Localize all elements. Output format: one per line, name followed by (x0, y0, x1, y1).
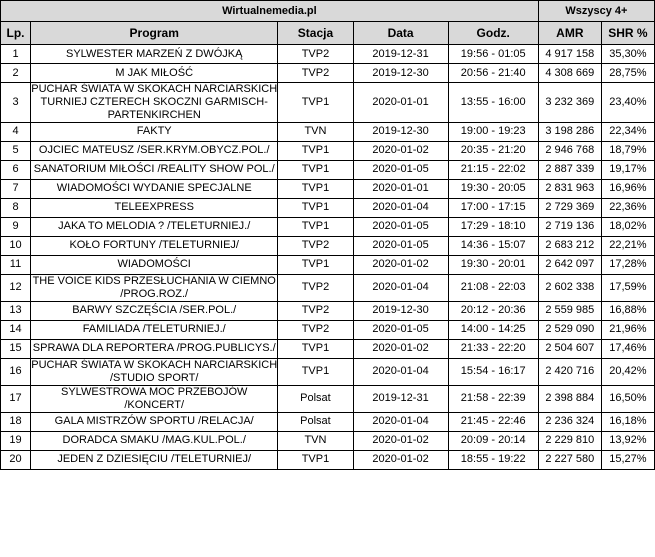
cell-lp: 11 (1, 255, 31, 274)
cell-program: JEDEN Z DZIESIĘCIU /TELETURNIEJ/ (31, 450, 278, 469)
cell-program: SYLWESTER MARZEŃ Z DWÓJKĄ (31, 45, 278, 64)
cell-shr: 22,21% (601, 236, 654, 255)
cell-stacja: Polsat (278, 385, 353, 412)
table-row (1, 122, 655, 141)
cell-godz: 20:35 - 21:20 (448, 141, 538, 160)
cell-stacja: Polsat (278, 412, 353, 431)
cell-program: SYLWESTROWA MOC PRZEBOJÓW /KONCERT/ (31, 385, 278, 412)
cell-amr: 2 887 339 (538, 160, 601, 179)
cell-godz: 14:00 - 14:25 (448, 320, 538, 339)
cell-program: JAKA TO MELODIA ? /TELETURNIEJ./ (31, 217, 278, 236)
cell-lp: 18 (1, 412, 31, 431)
cell-data: 2019-12-30 (353, 122, 448, 141)
cell-godz: 14:36 - 15:07 (448, 236, 538, 255)
cell-program: FAMILIADA /TELETURNIEJ./ (31, 320, 278, 339)
table-row (1, 160, 655, 179)
cell-program: SPRAWA DLA REPORTERA /PROG.PUBLICYS./ (31, 339, 278, 358)
cell-amr: 2 831 963 (538, 179, 601, 198)
cell-amr: 4 917 158 (538, 45, 601, 64)
cell-shr: 18,02% (601, 217, 654, 236)
cell-program: BARWY SZCZĘŚCIA /SER.POL./ (31, 301, 278, 320)
cell-shr: 16,88% (601, 301, 654, 320)
cell-godz: 15:54 - 16:17 (448, 358, 538, 385)
table-row (1, 141, 655, 160)
table-row (1, 385, 655, 412)
cell-shr: 15,27% (601, 450, 654, 469)
cell-godz: 19:56 - 01:05 (448, 45, 538, 64)
cell-shr: 16,18% (601, 412, 654, 431)
table-row (1, 450, 655, 469)
cell-shr: 19,17% (601, 160, 654, 179)
column-header-stacja: Stacja (278, 22, 353, 45)
cell-lp: 14 (1, 320, 31, 339)
cell-stacja: TVP2 (278, 320, 353, 339)
cell-stacja: TVP1 (278, 160, 353, 179)
cell-godz: 21:45 - 22:46 (448, 412, 538, 431)
column-header-lp: Lp. (1, 22, 31, 45)
cell-program: GALA MISTRZÓW SPORTU /RELACJA/ (31, 412, 278, 431)
cell-godz: 17:29 - 18:10 (448, 217, 538, 236)
cell-amr: 2 229 810 (538, 431, 601, 450)
cell-data: 2020-01-01 (353, 179, 448, 198)
column-header-data: Data (353, 22, 448, 45)
table-row (1, 412, 655, 431)
cell-data: 2019-12-31 (353, 385, 448, 412)
cell-data: 2020-01-04 (353, 412, 448, 431)
cell-lp: 20 (1, 450, 31, 469)
cell-lp: 16 (1, 358, 31, 385)
cell-data: 2020-01-02 (353, 450, 448, 469)
cell-shr: 18,79% (601, 141, 654, 160)
table-row (1, 179, 655, 198)
table-row (1, 358, 655, 385)
cell-stacja: TVP1 (278, 450, 353, 469)
cell-lp: 5 (1, 141, 31, 160)
cell-program: SANATORIUM MIŁOŚCI /REALITY SHOW POL./ (31, 160, 278, 179)
cell-stacja: TVP1 (278, 179, 353, 198)
table-body (1, 45, 655, 470)
cell-data: 2020-01-02 (353, 431, 448, 450)
cell-godz: 20:56 - 21:40 (448, 64, 538, 83)
cell-stacja: TVN (278, 122, 353, 141)
cell-amr: 2 504 607 (538, 339, 601, 358)
cell-shr: 17,59% (601, 274, 654, 301)
cell-lp: 12 (1, 274, 31, 301)
cell-data: 2020-01-05 (353, 160, 448, 179)
cell-godz: 21:08 - 22:03 (448, 274, 538, 301)
cell-data: 2020-01-05 (353, 236, 448, 255)
table-row (1, 236, 655, 255)
cell-amr: 2 729 369 (538, 198, 601, 217)
cell-stacja: TVP1 (278, 358, 353, 385)
cell-amr: 3 232 369 (538, 83, 601, 123)
column-header-godz: Godz. (448, 22, 538, 45)
cell-godz: 21:15 - 22:02 (448, 160, 538, 179)
cell-stacja: TVP1 (278, 198, 353, 217)
cell-godz: 13:55 - 16:00 (448, 83, 538, 123)
cell-lp: 13 (1, 301, 31, 320)
cell-shr: 20,42% (601, 358, 654, 385)
column-header-program: Program (31, 22, 278, 45)
cell-amr: 2 559 985 (538, 301, 601, 320)
column-header-shr: SHR % (601, 22, 654, 45)
cell-lp: 4 (1, 122, 31, 141)
cell-lp: 17 (1, 385, 31, 412)
cell-stacja: TVP1 (278, 339, 353, 358)
cell-amr: 2 946 768 (538, 141, 601, 160)
cell-godz: 19:30 - 20:01 (448, 255, 538, 274)
table-row (1, 274, 655, 301)
cell-program: OJCIEC MATEUSZ /SER.KRYM.OBYCZ.POL./ (31, 141, 278, 160)
cell-godz: 20:12 - 20:36 (448, 301, 538, 320)
cell-amr: 2 529 090 (538, 320, 601, 339)
cell-data: 2020-01-05 (353, 320, 448, 339)
cell-amr: 2 398 884 (538, 385, 601, 412)
cell-amr: 2 719 136 (538, 217, 601, 236)
cell-data: 2020-01-04 (353, 274, 448, 301)
table-row (1, 301, 655, 320)
cell-shr: 22,34% (601, 122, 654, 141)
table-row (1, 431, 655, 450)
cell-godz: 17:00 - 17:15 (448, 198, 538, 217)
cell-godz: 21:33 - 22:20 (448, 339, 538, 358)
cell-shr: 22,36% (601, 198, 654, 217)
cell-lp: 1 (1, 45, 31, 64)
cell-program: PUCHAR ŚWIATA W SKOKACH NARCIARSKICH TURNIEJ CZTERECH SKOCZNI GARMISCH-PARTENKIRCHEN (31, 83, 278, 121)
cell-stacja: TVP2 (278, 301, 353, 320)
cell-program: WIADOMOŚCI (31, 255, 278, 274)
source-title: Wirtualnemedia.pl (1, 1, 539, 22)
cell-shr: 23,40% (601, 83, 654, 123)
cell-stacja: TVN (278, 431, 353, 450)
cell-program: TELEEXPRESS (31, 198, 278, 217)
cell-amr: 2 602 338 (538, 274, 601, 301)
table-row (1, 320, 655, 339)
cell-godz: 18:55 - 19:22 (448, 450, 538, 469)
table-row (1, 217, 655, 236)
cell-shr: 16,50% (601, 385, 654, 412)
cell-data: 2020-01-04 (353, 358, 448, 385)
cell-stacja: TVP1 (278, 141, 353, 160)
cell-amr: 2 236 324 (538, 412, 601, 431)
cell-data: 2019-12-30 (353, 301, 448, 320)
column-header-amr: AMR (538, 22, 601, 45)
table-header (1, 1, 655, 45)
cell-lp: 10 (1, 236, 31, 255)
cell-program: PUCHAR ŚWIATA W SKOKACH NARCIARSKICH /STUDIO SPORT/ (31, 358, 278, 384)
cell-shr: 35,30% (601, 45, 654, 64)
cell-amr: 2 683 212 (538, 236, 601, 255)
table-row (1, 198, 655, 217)
table-row (1, 45, 655, 64)
cell-data: 2020-01-01 (353, 83, 448, 123)
cell-data: 2020-01-05 (353, 217, 448, 236)
cell-data: 2019-12-30 (353, 64, 448, 83)
cell-shr: 17,46% (601, 339, 654, 358)
cell-amr: 2 420 716 (538, 358, 601, 385)
table-row (1, 83, 655, 123)
cell-shr: 28,75% (601, 64, 654, 83)
cell-shr: 17,28% (601, 255, 654, 274)
cell-shr: 21,96% (601, 320, 654, 339)
cell-stacja: TVP1 (278, 83, 353, 123)
cell-data: 2020-01-02 (353, 339, 448, 358)
cell-lp: 15 (1, 339, 31, 358)
cell-data: 2020-01-02 (353, 255, 448, 274)
cell-program: DORADCA SMAKU /MAG.KUL.POL./ (31, 431, 278, 450)
cell-godz: 20:09 - 20:14 (448, 431, 538, 450)
cell-data: 2019-12-31 (353, 45, 448, 64)
cell-lp: 3 (1, 83, 31, 123)
cell-godz: 19:30 - 20:05 (448, 179, 538, 198)
cell-program: FAKTY (31, 122, 278, 141)
cell-program: KOŁO FORTUNY /TELETURNIEJ/ (31, 236, 278, 255)
cell-amr: 3 198 286 (538, 122, 601, 141)
cell-stacja: TVP2 (278, 274, 353, 301)
cell-amr: 2 227 580 (538, 450, 601, 469)
cell-stacja: TVP1 (278, 217, 353, 236)
table-row (1, 255, 655, 274)
cell-amr: 4 308 669 (538, 64, 601, 83)
cell-stacja: TVP2 (278, 64, 353, 83)
table-row (1, 64, 655, 83)
cell-stacja: TVP2 (278, 236, 353, 255)
cell-lp: 19 (1, 431, 31, 450)
audience-group-title: Wszyscy 4+ (538, 1, 654, 22)
cell-godz: 19:00 - 19:23 (448, 122, 538, 141)
column-header-row (1, 22, 655, 45)
cell-lp: 8 (1, 198, 31, 217)
title-row (1, 1, 655, 22)
cell-program: WIADOMOŚCI WYDANIE SPECJALNE (31, 179, 278, 198)
cell-lp: 7 (1, 179, 31, 198)
cell-lp: 9 (1, 217, 31, 236)
table-row (1, 339, 655, 358)
cell-shr: 16,96% (601, 179, 654, 198)
cell-lp: 6 (1, 160, 31, 179)
cell-data: 2020-01-04 (353, 198, 448, 217)
cell-shr: 13,92% (601, 431, 654, 450)
cell-stacja: TVP1 (278, 255, 353, 274)
cell-amr: 2 642 097 (538, 255, 601, 274)
cell-godz: 21:58 - 22:39 (448, 385, 538, 412)
cell-program: M JAK MIŁOŚĆ (31, 64, 278, 83)
cell-stacja: TVP2 (278, 45, 353, 64)
cell-lp: 2 (1, 64, 31, 83)
cell-program: THE VOICE KIDS PRZESŁUCHANIA W CIEMNO /PROG.ROZ./ (31, 274, 278, 301)
cell-data: 2020-01-02 (353, 141, 448, 160)
